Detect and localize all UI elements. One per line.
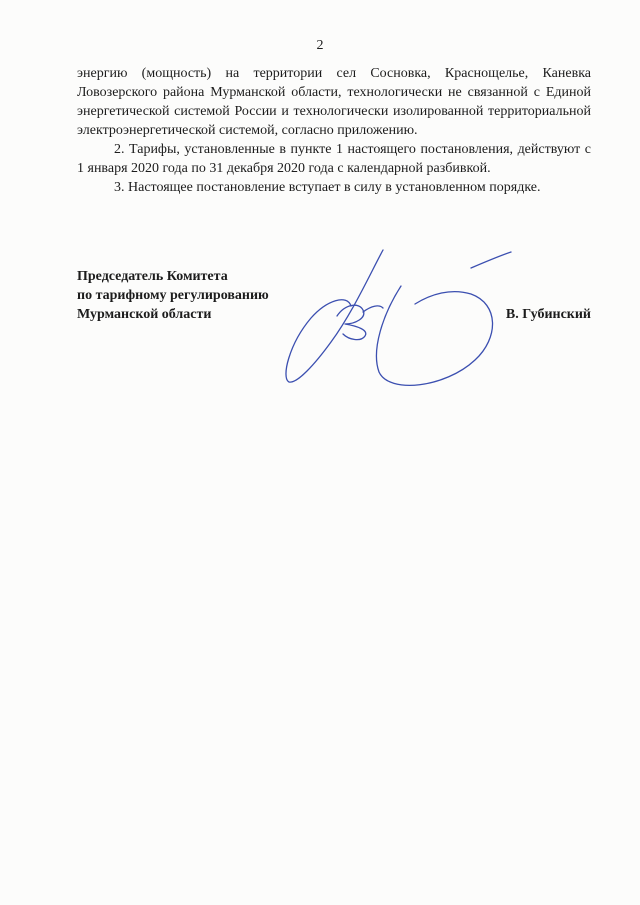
paragraph-continuation: энергию (мощность) на территории сел Сосновка, Краснощелье, Каневка Ловозерского района Мурманской области, технологически не связанной с Единой энергетической системой России и технологически изолированной территориальной электроэнергетической системой, согласно приложению.	[77, 66, 591, 138]
signatory-position	[77, 267, 269, 324]
handwritten-signature	[275, 232, 535, 397]
position-line: Председатель Комитета	[77, 269, 228, 284]
paragraph-tariff-period: 2. Тарифы, установленные в пункте 1 настоящего постановления, действуют с 1 января 2020 года по 31 декабря 2020 года с календарной разбивкой.	[77, 142, 591, 176]
document-body	[77, 64, 591, 197]
page-number: 2	[316, 38, 324, 53]
paragraph-effective: 3. Настоящее постановление вступает в силу в установленном порядке.	[114, 180, 541, 195]
position-line: Мурманской области	[77, 307, 212, 322]
signer-name: В. Губинский	[505, 307, 591, 322]
position-line: по тарифному регулированию	[77, 288, 269, 303]
